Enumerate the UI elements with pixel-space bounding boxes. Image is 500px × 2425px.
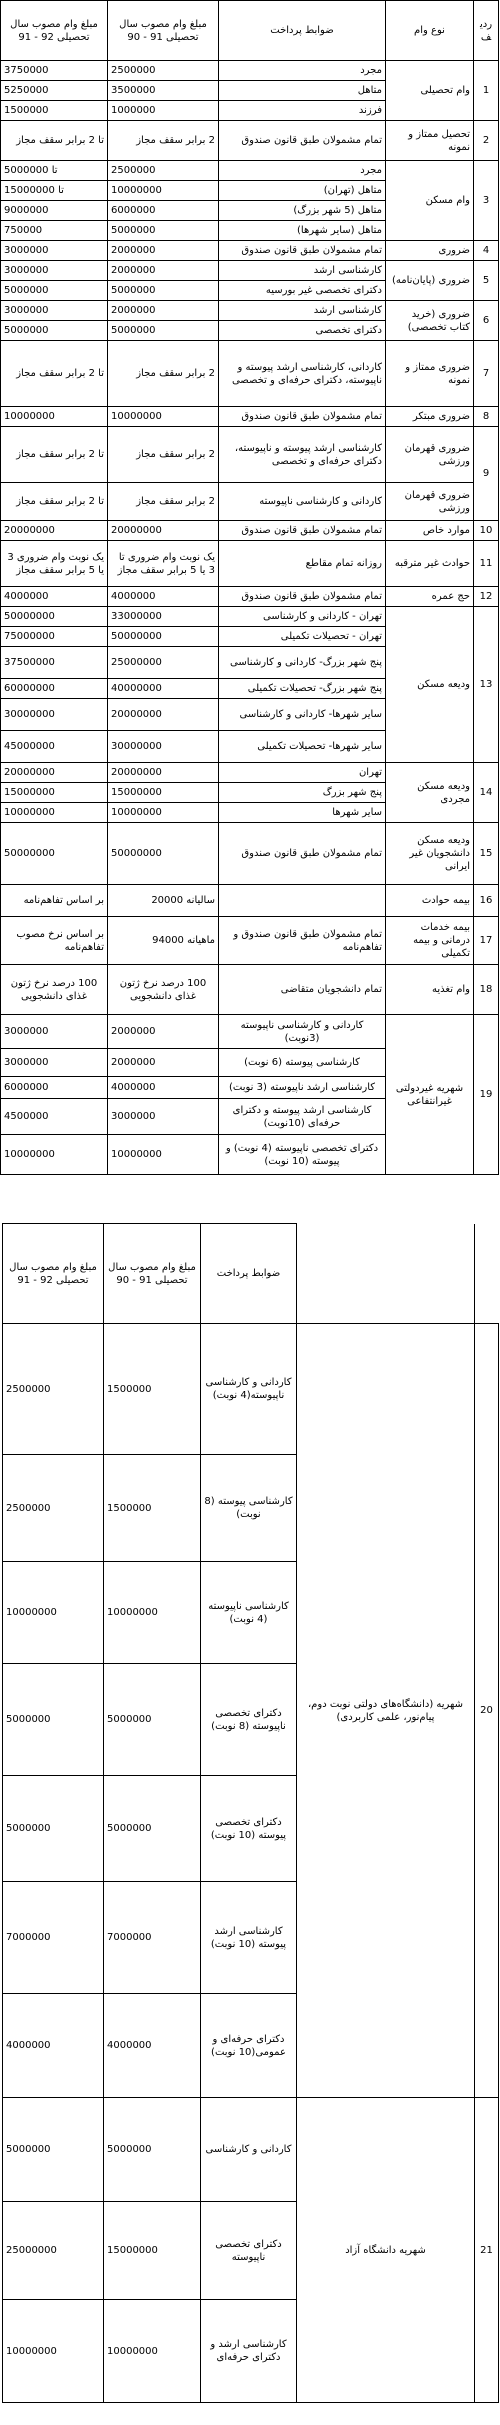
payment-rule: دکترای تخصصی ناپیوسته (4 نوبت) و پیوسته (10 نوبت) [219,1135,386,1175]
payment-rule [219,885,386,917]
row-number: 11 [474,541,499,587]
blank-header-cell [297,1224,475,1324]
payment-rule: پنج شهر بزرگ- کاردانی و کارشناسی [219,647,386,679]
payment-rule: کارشناسی پیوسته (8 نوبت) [201,1455,297,1562]
amount-91: 1500000 [104,1455,201,1562]
row-number: 19 [474,1015,499,1175]
amount-92: 15000000 [1,783,108,803]
col-header-amount92: مبلغ وام مصوب سال تحصیلی 92 - 91 [3,1224,104,1324]
amount-91: 2000000 [108,1015,219,1049]
amount-91: یک نوبت وام ضروری تا 3 یا 5 برابر سقف مجاز [108,541,219,587]
payment-rule: فرزند [219,101,386,121]
amount-92: 3000000 [1,301,108,321]
amount-91: 7000000 [104,1882,201,1994]
amount-92: 10000000 [1,803,108,823]
amount-91: 4000000 [104,1994,201,2098]
col-header-rules: ضوابط پرداخت [219,1,386,61]
amount-92: 2500000 [3,1324,104,1455]
row-number: 7 [474,341,499,407]
table-row [1,763,499,783]
row-number: 9 [474,427,499,521]
amount-92: 5000000 [1,321,108,341]
payment-rule: پنج شهر بزرگ- تحصیلات تکمیلی [219,679,386,699]
amount-92: تا 2 برابر سقف مجاز [1,427,108,483]
amount-91: 40000000 [108,679,219,699]
amount-91: 10000000 [108,803,219,823]
payment-rule: کاردانی و کارشناسی [201,2098,297,2202]
payment-rule: کاردانی و کارشناسی ناپیوسته(4 نوبت) [201,1324,297,1455]
row-number: 21 [475,2098,499,2403]
loan-type: حج عمره [386,587,474,607]
amount-92: 10000000 [1,407,108,427]
table-row [1,61,499,81]
row-number: 14 [474,763,499,823]
payment-rule: دکترای تخصصی ناپیوسته (8 نوبت) [201,1664,297,1776]
amount-92: تا 5000000 [1,161,108,181]
row-number: 17 [474,917,499,965]
amount-92: بر اساس نرخ مصوب تفاهم‌نامه [1,917,108,965]
table-row [1,965,499,1015]
payment-rule: دکترای تخصصی [219,321,386,341]
amount-91: 50000000 [108,627,219,647]
table-row [1,885,499,917]
payment-rule: کارشناسی ارشد و دکترای حرفه‌ای [201,2300,297,2403]
amount-92: 20000000 [1,763,108,783]
amount-91: 3000000 [108,1099,219,1135]
row-number: 18 [474,965,499,1015]
amount-91: 3500000 [108,81,219,101]
row-number: 20 [475,1324,499,2098]
payment-rule: کارشناسی ارشد پیوسته و ناپیوسته، دکترای حرفه‌ای و تخصصی [219,427,386,483]
amount-91: 2500000 [108,161,219,181]
row-number: 2 [474,121,499,161]
table-row [1,241,499,261]
amount-91: 10000000 [108,407,219,427]
loan-type: ضروری [386,241,474,261]
col-header-amount92: مبلغ وام مصوب سال تحصیلی 92 - 91 [1,1,108,61]
amount-91: 2000000 [108,1049,219,1077]
loan-type: حوادث غیر مترقبه [386,541,474,587]
payment-rule: دکترای تخصصی پیوسته (10 نوبت) [201,1776,297,1882]
row-number: 15 [474,823,499,885]
amount-91: 15000000 [104,2202,201,2300]
amount-91: 1000000 [108,101,219,121]
amount-91: 4000000 [108,587,219,607]
amount-92: 2500000 [3,1455,104,1562]
loan-type: ضروری مبتکر [386,407,474,427]
table-row [3,1324,499,1455]
amount-92: 10000000 [3,2300,104,2403]
table-row [1,917,499,965]
amount-92: 25000000 [3,2202,104,2300]
payment-rule: تهران - تحصیلات تکمیلی [219,627,386,647]
payment-rule: متاهل [219,81,386,101]
amount-91: 33000000 [108,607,219,627]
amount-92: 75000000 [1,627,108,647]
amount-92: 5000000 [3,2098,104,2202]
payment-rule: تمام مشمولان طبق قانون صندوق [219,407,386,427]
amount-91: 30000000 [108,731,219,763]
amount-92: 30000000 [1,699,108,731]
payment-rule: تمام مشمولان طبق قانون صندوق و تفاهم‌نامه [219,917,386,965]
row-number: 5 [474,261,499,301]
table-row [1,427,499,483]
loan-type: ضروری قهرمان ورزشی [386,483,474,521]
amount-91: 1500000 [104,1324,201,1455]
payment-rule: تهران - کاردانی و کارشناسی [219,607,386,627]
amount-92: 10000000 [1,1135,108,1175]
amount-92: 5250000 [1,81,108,101]
loan-type: وام تحصیلی [386,61,474,121]
loan-type: ضروری (پایان‌نامه) [386,261,474,301]
table-row [3,2098,499,2202]
amount-92: تا 2 برابر سقف مجاز [1,341,108,407]
amount-91: 25000000 [108,647,219,679]
amount-91: 2 برابر سقف مجاز [108,427,219,483]
loan-type: شهریه دانشگاه آزاد [297,2098,475,2403]
amount-92: تا 2 برابر سقف مجاز [1,121,108,161]
row-number: 1 [474,61,499,121]
amount-91: 10000000 [104,1562,201,1664]
payment-rule: تمام دانشجویان متقاضی [219,965,386,1015]
amount-92: 6000000 [1,1077,108,1099]
amount-92: 100 درصد نرخ ژتون غذای دانشجویی [1,965,108,1015]
amount-92: 4500000 [1,1099,108,1135]
amount-91: 2 برابر سقف مجاز [108,341,219,407]
amount-92: 5000000 [3,1664,104,1776]
amount-91: 5000000 [104,1776,201,1882]
amount-92: 60000000 [1,679,108,699]
table-row [1,301,499,321]
payment-rule: دکترای حرفه‌ای و عمومی(10 نوبت) [201,1994,297,2098]
blank-header-cell [475,1224,499,1324]
loan-type: شهریه (دانشگاه‌های دولتی نوبت دوم، پیام‌نور، علمی کاربردی) [297,1324,475,2098]
col-header-rules: ضوابط پرداخت [201,1224,297,1324]
amount-92: 1500000 [1,101,108,121]
payment-rule: دکترای تخصصی غیر بورسیه [219,281,386,301]
payment-rule: تمام مشمولان طبق قانون صندوق [219,823,386,885]
amount-92: بر اساس تفاهم‌نامه [1,885,108,917]
amount-91: 2000000 [108,261,219,281]
payment-rule: کارشناسی ناپیوسته (4 نوبت) [201,1562,297,1664]
amount-92: 3000000 [1,1015,108,1049]
payment-rule: سایر شهرها [219,803,386,823]
loan-table [0,0,499,1175]
loan-type: موارد خاص [386,521,474,541]
amount-91: 100 درصد نرخ ژتون غذای دانشجویی [108,965,219,1015]
amount-91: 2000000 [108,301,219,321]
payment-rule: تمام مشمولان طبق قانون صندوق [219,241,386,261]
payment-rule: متاهل (5 شهر بزرگ) [219,201,386,221]
amount-92: 3000000 [1,1049,108,1077]
row-number: 8 [474,407,499,427]
amount-91: 5000000 [104,2098,201,2202]
loan-type: وام تغذیه [386,965,474,1015]
table-row [1,607,499,627]
amount-91: 2 برابر سقف مجاز [108,483,219,521]
amount-92: 37500000 [1,647,108,679]
amount-91: 6000000 [108,201,219,221]
table-row [1,161,499,181]
table-row [1,407,499,427]
amount-91: 4000000 [108,1077,219,1099]
amount-92: یک نوبت وام ضروری 3 یا 5 برابر سقف مجاز [1,541,108,587]
payment-rule: سایر شهرها- تحصیلات تکمیلی [219,731,386,763]
amount-92: تا 2 برابر سقف مجاز [1,483,108,521]
amount-92: تا 15000000 [1,181,108,201]
table-row [1,1015,499,1049]
row-number: 3 [474,161,499,241]
table-row [1,541,499,587]
payment-rule: کاردانی و کارشناسی ناپیوسته [219,483,386,521]
amount-91: 50000000 [108,823,219,885]
amount-92: 7000000 [3,1882,104,1994]
amount-92: 750000 [1,221,108,241]
loan-type: ضروری ممتاز و نمونه [386,341,474,407]
amount-92: 50000000 [1,607,108,627]
amount-91: سالیانه 20000 [108,885,219,917]
payment-rule: کارشناسی ارشد [219,261,386,281]
amount-92: 3750000 [1,61,108,81]
amount-91: 20000000 [108,521,219,541]
amount-91: 5000000 [104,1664,201,1776]
loan-type: ضروری (خرید کتاب تخصصی) [386,301,474,341]
amount-92: 50000000 [1,823,108,885]
table-row [1,341,499,407]
table-row [1,261,499,281]
amount-91: 2000000 [108,241,219,261]
payment-rule: تمام مشمولان طبق قانون صندوق [219,521,386,541]
payment-rule: مجرد [219,161,386,181]
amount-92: 9000000 [1,201,108,221]
amount-92: 10000000 [3,1562,104,1664]
loan-type: بیمه خدمات درمانی و بیمه تکمیلی [386,917,474,965]
payment-rule: تمام مشمولان طبق قانون صندوق [219,121,386,161]
table-row [1,483,499,521]
loan-type: شهریه غیردولتی غیرانتفاعی [386,1015,474,1175]
payment-rule: تمام مشمولان طبق قانون صندوق [219,587,386,607]
payment-rule: متاهل (تهران) [219,181,386,201]
loan-type: تحصیل ممتاز و نمونه [386,121,474,161]
payment-rule: کاردانی و کارشناسی ناپیوسته (3نوبت) [219,1015,386,1049]
payment-rule: دکترای تخصصی ناپیوسته [201,2202,297,2300]
amount-92: 45000000 [1,731,108,763]
table-row [1,121,499,161]
amount-91: 10000000 [104,2300,201,2403]
payment-rule: پنج شهر بزرگ [219,783,386,803]
col-header-amount91: مبلغ وام مصوب سال تحصیلی 91 - 90 [108,1,219,61]
amount-91: 2 برابر سقف مجاز [108,121,219,161]
col-header-row: ردیف [474,1,499,61]
payment-rule: سایر شهرها- کاردانی و کارشناسی [219,699,386,731]
payment-rule: کارشناسی ارشد ناپیوسته (3 نوبت) [219,1077,386,1099]
tuition-loan-table [2,1223,499,2403]
amount-92: 4000000 [1,587,108,607]
loan-type: ودیعه مسکن [386,607,474,763]
amount-91: 5000000 [108,321,219,341]
row-number: 10 [474,521,499,541]
amount-91: 20000000 [108,699,219,731]
amount-91: 10000000 [108,1135,219,1175]
table-row [1,521,499,541]
amount-92: 5000000 [3,1776,104,1882]
payment-rule: کاردانی، کارشناسی ارشد پیوسته و ناپیوسته، دکترای حرفه‌ای و تخصصی [219,341,386,407]
payment-rule: روزانه تمام مقاطع [219,541,386,587]
amount-91: 15000000 [108,783,219,803]
row-number: 13 [474,607,499,763]
payment-rule: متاهل (سایر شهرها) [219,221,386,241]
amount-91: ماهیانه 94000 [108,917,219,965]
col-header-type: نوع وام [386,1,474,61]
amount-92: 5000000 [1,281,108,301]
table-header-row [3,1224,499,1324]
amount-92: 20000000 [1,521,108,541]
payment-rule: کارشناسی ارشد پیوسته (10 نوبت) [201,1882,297,1994]
amount-91: 20000000 [108,763,219,783]
table-row [1,587,499,607]
amount-92: 4000000 [3,1994,104,2098]
payment-rule: کارشناسی پیوسته (6 نوبت) [219,1049,386,1077]
table-header-row [1,1,499,61]
loan-type: ودیعه مسکن مجردی [386,763,474,823]
payment-rule: کارشناسی ارشد پیوسته و دکترای حرفه‌ای (10نوبت) [219,1099,386,1135]
table-row [1,823,499,885]
amount-92: 3000000 [1,261,108,281]
loan-type: وام مسکن [386,161,474,241]
loan-type: ضروری قهرمان ورزشی [386,427,474,483]
payment-rule: تهران [219,763,386,783]
amount-91: 5000000 [108,221,219,241]
row-number: 12 [474,587,499,607]
row-number: 4 [474,241,499,261]
loan-type: ودیعه مسکن دانشجویان غیر ایرانی [386,823,474,885]
amount-91: 5000000 [108,281,219,301]
row-number: 6 [474,301,499,341]
amount-92: 3000000 [1,241,108,261]
payment-rule: کارشناسی ارشد [219,301,386,321]
payment-rule: مجرد [219,61,386,81]
amount-91: 2500000 [108,61,219,81]
col-header-amount91: مبلغ وام مصوب سال تحصیلی 91 - 90 [104,1224,201,1324]
row-number: 16 [474,885,499,917]
amount-91: 10000000 [108,181,219,201]
loan-type: بیمه حوادث [386,885,474,917]
